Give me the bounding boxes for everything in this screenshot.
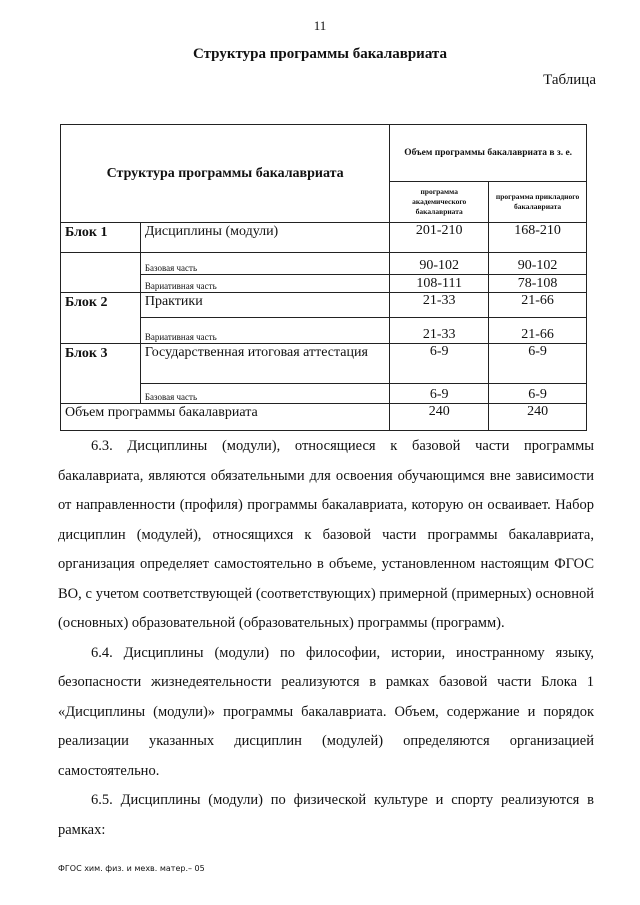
row-academic: 21-33 [390,318,489,344]
paragraph-6-3: 6.3. Дисциплины (модули), относящиеся к базовой части программы бакалавриата, являются обязательными для освоения обучающимся вне зависимости от направленности (профиля) программы бакалавриата, которую он осваивает. Набор дисциплин (модулей), относящихся к базовой части программы бакалавриата, организация определяет самостоятельно в объеме, установленном настоящим ФГОС ВО, с учетом соответствующей (соответствующих) примерной (примерных) основной (основных) образовательной (образовательных) программы (программ). [58,438,594,631]
row-applied: 168-210 [489,223,587,253]
total-applied: 240 [489,404,587,431]
block-3-label: Блок 3 [61,344,141,404]
row-academic: 201-210 [390,223,489,253]
footer-text: ФГОС хим. физ. и мехв. матер.– 05 [58,864,205,873]
total-academic: 240 [390,404,489,431]
row-name: Вариативная часть [140,318,389,344]
table-label: Таблица [543,72,596,88]
structure-table [60,124,587,431]
row-academic: 90-102 [390,253,489,275]
block-2-label: Блок 2 [61,293,141,344]
header-applied: программа прикладного бакалавриата [489,182,587,223]
row-applied: 90-102 [489,253,587,275]
row-academic: 108-111 [390,275,489,293]
block-1-label: Блок 1 [61,223,141,253]
header-volume: Объем программы бакалавриата в з. е. [390,125,587,182]
body-text [58,432,594,845]
row-applied: 6-9 [489,344,587,384]
row-name: Базовая часть [140,253,389,275]
header-academic: программа академического бакалавриата [390,182,489,223]
row-applied: 78-108 [489,275,587,293]
row-applied: 21-66 [489,318,587,344]
total-label: Объем программы бакалавриата [61,404,390,431]
row-academic: 21-33 [390,293,489,318]
row-name: Базовая часть [140,384,389,404]
row-academic: 6-9 [390,344,489,384]
block-1-empty [61,253,141,293]
paragraph-6-5: 6.5. Дисциплины (модули) по физической культуре и спорту реализуются в рамках: [58,792,594,838]
row-applied: 21-66 [489,293,587,318]
page-title: Структура программы бакалавриата [193,46,447,62]
row-academic: 6-9 [390,384,489,404]
row-name: Практики [140,293,389,318]
row-name: Вариативная часть [140,275,389,293]
row-name: Государственная итоговая аттестация [140,344,389,384]
page-number: 11 [313,18,327,33]
header-structure: Структура программы бакалавриата [61,125,390,223]
row-name: Дисциплины (модули) [140,223,389,253]
row-applied: 6-9 [489,384,587,404]
paragraph-6-4: 6.4. Дисциплины (модули) по философии, истории, иностранному языку, безопасности жизнедеятельности реализуются в рамках базовой части Блока 1 «Дисциплины (модули)» программы бакалавриата. Объем, содержание и порядок реализации указанных дисциплин (модулей) определяются организацией самостоятельно. [58,644,594,779]
